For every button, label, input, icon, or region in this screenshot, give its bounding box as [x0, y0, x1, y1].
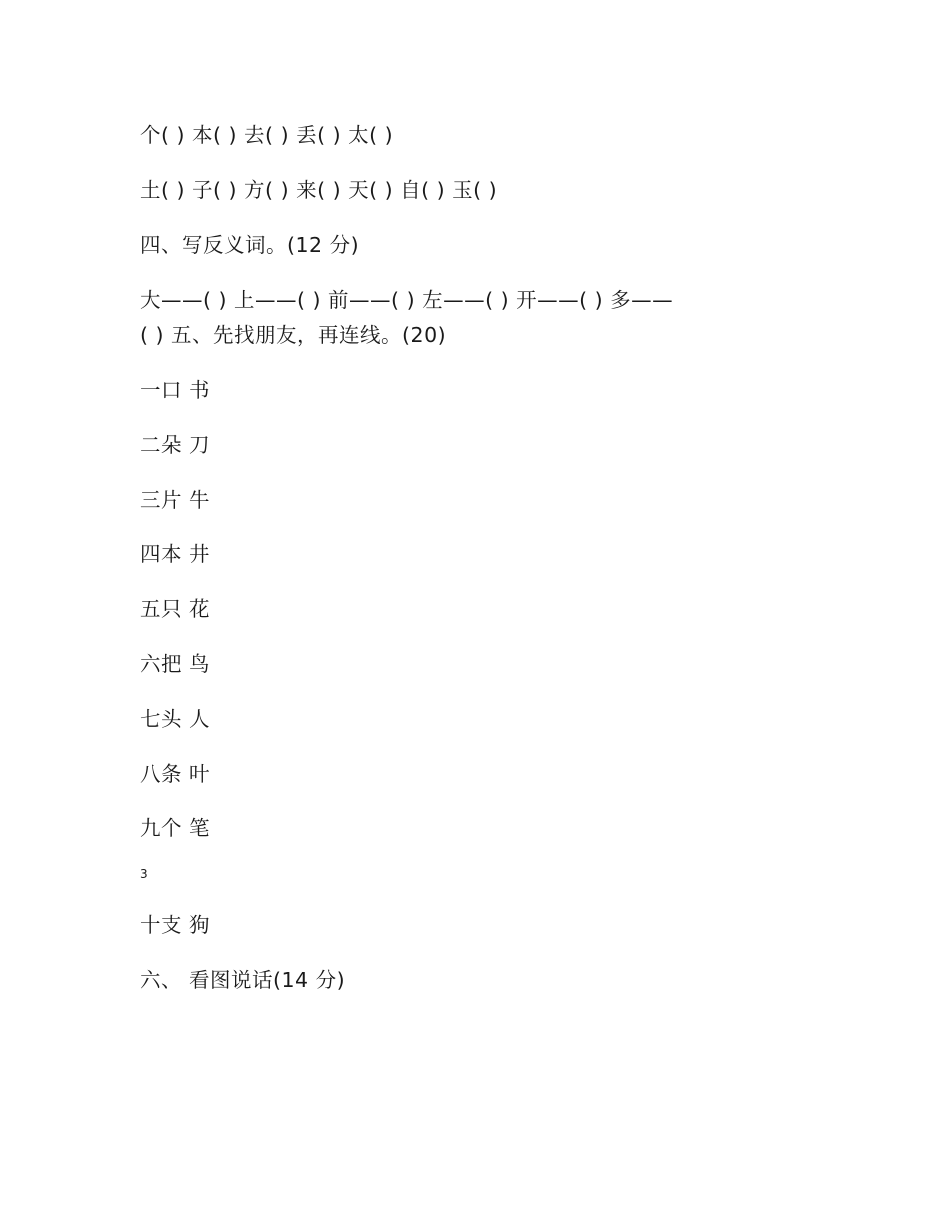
pair-item-3: 三片 牛	[140, 488, 211, 512]
page-number: 3	[140, 867, 149, 881]
section-five-heading: ( ) 五、先找朋友，再连线。(20)	[140, 323, 447, 347]
pair-item-8: 八条 叶	[140, 762, 211, 786]
pair-item-10: 十支 狗	[140, 913, 211, 937]
pair-item-1: 一口 书	[140, 378, 211, 402]
pair-item-5: 五只 花	[140, 597, 211, 621]
pair-item-9: 九个 笔	[140, 816, 211, 840]
pair-item-2: 二朵 刀	[140, 433, 211, 457]
antonyms-row: 大——( ) 上——( ) 前——( ) 左——( ) 开——( ) 多——	[140, 288, 674, 312]
char-fill-row-2: 土( ) 子( ) 方( ) 来( ) 天( ) 自( ) 玉( )	[140, 178, 498, 202]
pair-item-7: 七头 人	[140, 707, 211, 731]
pair-item-4: 四本 井	[140, 542, 211, 566]
section-six-heading: 六、 看图说话(14 分)	[140, 968, 346, 992]
pair-item-6: 六把 鸟	[140, 652, 211, 676]
section-four-heading: 四、写反义词。(12 分)	[140, 233, 360, 257]
char-fill-row-1: 个( ) 本( ) 去( ) 丢( ) 太( )	[140, 123, 394, 147]
